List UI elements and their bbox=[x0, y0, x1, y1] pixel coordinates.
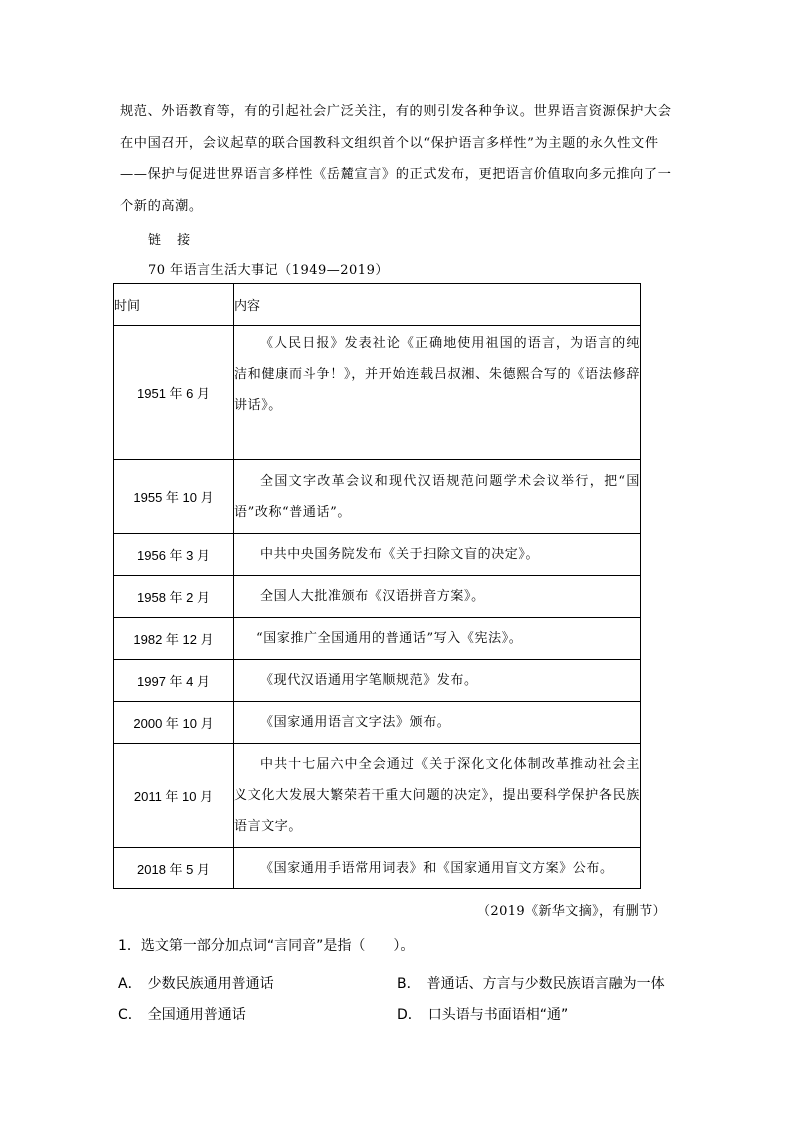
row-content: 《现代汉语通用字笔顺规范》发布。 bbox=[234, 660, 641, 702]
option-c[interactable] bbox=[118, 1004, 246, 1024]
row-time: 1956 年 3 月 bbox=[114, 534, 234, 576]
paragraph-line: 个新的高潮。 bbox=[120, 198, 203, 214]
row-time: 1997 年 4 月 bbox=[114, 660, 234, 702]
row-content: 《国家通用语言文字法》颁布。 bbox=[234, 702, 641, 744]
option-d[interactable] bbox=[397, 1004, 568, 1024]
row-content: 全国人大批准颁布《汉语拼音方案》。 bbox=[234, 576, 641, 618]
paragraph-line: 在中国召开，会议起草的联合国教科文组织首个以“保护语言多样性”为主题的永久性文件 bbox=[120, 135, 659, 151]
option-letter: C． bbox=[118, 1007, 142, 1023]
row-content: “国家推广全国通用的普通话”写入《宪法》。 bbox=[234, 618, 641, 660]
option-letter: D． bbox=[397, 1007, 422, 1023]
option-b[interactable] bbox=[397, 973, 665, 993]
table-header-row bbox=[114, 284, 641, 326]
table-row bbox=[114, 576, 641, 618]
option-a[interactable] bbox=[118, 973, 274, 993]
row-time: 2011 年 10 月 bbox=[114, 744, 234, 848]
row-time: 1958 年 2 月 bbox=[114, 576, 234, 618]
row-content: 中共十七届六中全会通过《关于深化文化体制改革推动社会主义文化大发展大繁荣若干重大问题的决定》，提出要科学保护各民族语言文字。 bbox=[234, 744, 641, 848]
table-row bbox=[114, 660, 641, 702]
source-citation: （2019《新华文摘》，有删节） bbox=[477, 904, 666, 919]
table-title: 70 年语言生活大事记（1949—2019） bbox=[148, 263, 389, 278]
table-row bbox=[114, 534, 641, 576]
row-time: 1982 年 12 月 bbox=[114, 618, 234, 660]
question-text: 1．选文第一部分加点词“言同音”是指（ ）。 bbox=[118, 938, 415, 954]
table-row bbox=[114, 460, 641, 534]
table-row bbox=[114, 744, 641, 848]
paragraph-line: 规范、外语教育等，有的引起社会广泛关注，有的则引发各种争议。世界语言资源保护大会 bbox=[120, 104, 672, 119]
option-text: 全国通用普通话 bbox=[147, 1007, 246, 1023]
table-row bbox=[114, 702, 641, 744]
intro-paragraph bbox=[120, 96, 678, 222]
header-time: 时间 bbox=[114, 284, 234, 326]
link-label: 链 接 bbox=[148, 233, 197, 248]
events-table bbox=[113, 283, 641, 889]
row-content: 《国家通用手语常用词表》和《国家通用盲文方案》公布。 bbox=[234, 848, 641, 889]
header-content: 内容 bbox=[234, 284, 641, 326]
table-row bbox=[114, 326, 641, 460]
table-row bbox=[114, 848, 641, 889]
option-letter: B． bbox=[397, 976, 421, 992]
row-content: 中共中央国务院发布《关于扫除文盲的决定》。 bbox=[234, 534, 641, 576]
option-text: 普通话、方言与少数民族语言融为一体 bbox=[426, 976, 665, 992]
option-text: 少数民族通用普通话 bbox=[147, 976, 274, 992]
row-content: 全国文字改革会议和现代汉语规范问题学术会议举行，把“国语”改称“普通话”。 bbox=[234, 460, 641, 534]
row-time: 1955 年 10 月 bbox=[114, 460, 234, 534]
paragraph-line: ——保护与促进世界语言多样性《岳麓宣言》的正式发布，更把语言价值取向多元推向了一 bbox=[120, 167, 672, 182]
table-row bbox=[114, 618, 641, 660]
row-time: 2000 年 10 月 bbox=[114, 702, 234, 744]
row-time: 2018 年 5 月 bbox=[114, 848, 234, 889]
row-content: 《人民日报》发表社论《正确地使用祖国的语言，为语言的纯洁和健康而斗争！》，并开始连载吕叔湘、朱德熙合写的《语法修辞讲话》。 bbox=[234, 326, 641, 460]
option-letter: A． bbox=[118, 976, 142, 992]
row-time: 1951 年 6 月 bbox=[114, 326, 234, 460]
option-text: 口头语与书面语相“通” bbox=[427, 1007, 569, 1023]
